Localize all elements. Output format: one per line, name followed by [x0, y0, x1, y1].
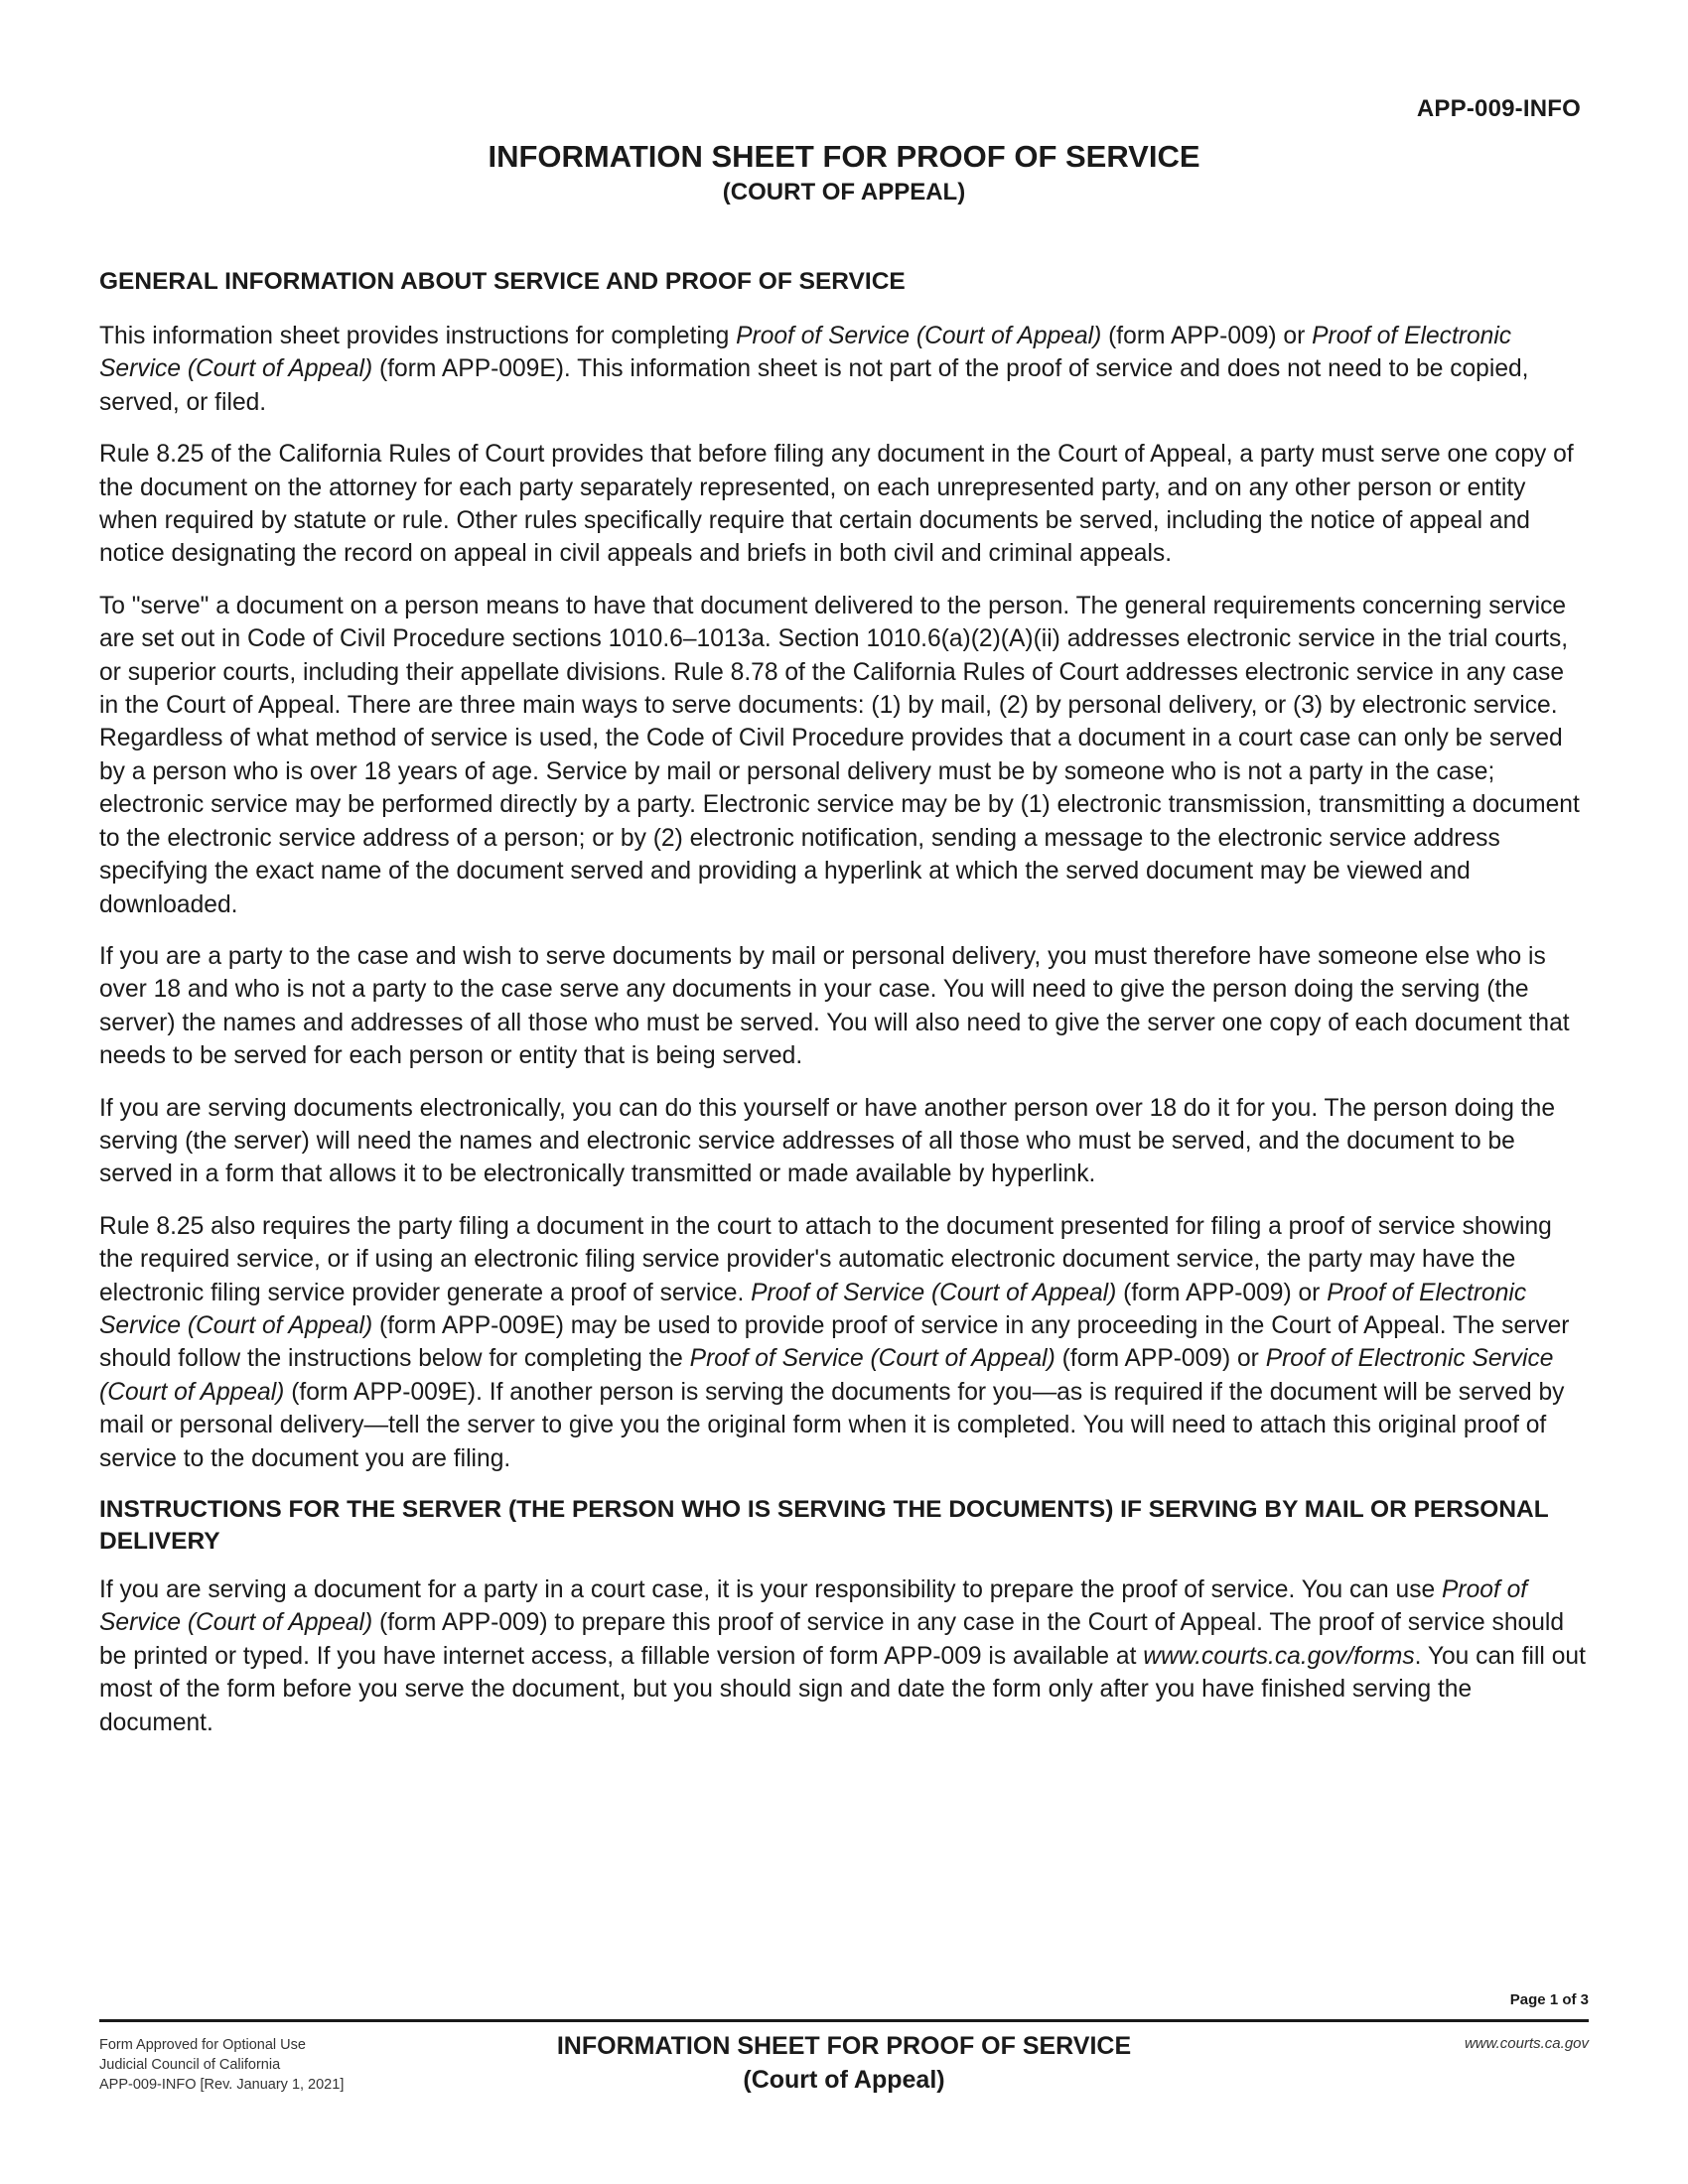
text-run: (form APP-009) or: [1116, 1279, 1328, 1306]
section-heading-general: GENERAL INFORMATION ABOUT SERVICE AND PROOF OF SERVICE: [99, 268, 906, 295]
footer-title-line1: INFORMATION SHEET FOR PROOF OF SERVICE: [556, 2032, 1132, 2060]
text-run: (form APP-009E) may be used to provide proof of service in any proceeding in the Court of Appeal. The server should follow the instructions below for completing the: [99, 1311, 1570, 1373]
footer-title-line2: (Court of Appeal): [743, 2066, 945, 2094]
page-number: Page 1 of 3: [1509, 1991, 1589, 2008]
text-run: (form APP-009) or: [1055, 1345, 1266, 1373]
forms-website-link[interactable]: www.courts.ca.gov/forms: [1143, 1642, 1415, 1670]
footer-revision-line: APP-009-INFO [Rev. January 1, 2021]: [99, 2077, 345, 2093]
form-title-reference: Proof of Electronic Service (Court of Appeal): [99, 323, 1512, 383]
form-title-reference: Proof of Electronic Service (Court of Appeal): [99, 1279, 1527, 1339]
form-title-reference: Proof of Electronic Service (Court of Appeal): [99, 1345, 1554, 1406]
form-id: APP-009-INFO: [1416, 95, 1581, 122]
form-title-reference: Proof of Service (Court of Appeal): [736, 323, 1102, 349]
text-run: (form APP-009E). This information sheet is not part of the proof of service and does not need to be copied, served, or filed.: [99, 355, 1529, 416]
paragraph-intro: [99, 320, 1589, 419]
paragraph-party-mail-delivery: If you are a party to the case and wish to serve documents by mail or personal delivery, you must therefore have someone else who is over 18 and who is not a party to the case serve any documents in your case. You will need to give the person doing the serving (the server) the names and addresses of all those who must be served. You will also need to give the server one copy of each document that needs to be served for each person or entity that is being served.: [99, 942, 1570, 1070]
paragraph-proof-attachment: [99, 1210, 1589, 1475]
paragraph-server-responsibility: [99, 1573, 1589, 1739]
form-title-reference: Proof of Service (Court of Appeal): [99, 1576, 1528, 1637]
text-run: (form APP-009) or: [1101, 323, 1313, 349]
footer-title: [0, 2029, 1688, 2097]
text-run: This information sheet provides instructions for completing: [99, 323, 737, 349]
paragraph-serve-definition: To "serve" a document on a person means to have that document delivered to the person. The general requirements concerning service are set out in Code of Civil Procedure sections 1010.6–1013a. Section 1010.6(a)(2)(A)(ii) addresses electronic service in the trial courts, or superior courts, including their appellate divisions. Rule 8.78 of the California Rules of Court addresses electronic service in any case in the Court of Appeal. There are three main ways to serve documents: (1) by mail, (2) by personal delivery, or (3) by electronic service. Regardless of what method of service is used, the Code of Civil Procedure provides that a document in a court case can only be served by a person who is over 18 years of age. Service by mail or personal delivery must be by someone who is not a party in the case; electronic service may be performed directly by a party. Electronic service may be by (1) electronic transmission, transmitting a document to the electronic service address of a person; or by (2) electronic notification, sending a message to the electronic service address specifying the exact name of the document served and providing a hyperlink at which the served document may be viewed and downloaded.: [99, 592, 1580, 918]
section-heading-server-instructions: INSTRUCTIONS FOR THE SERVER (THE PERSON WHO IS SERVING THE DOCUMENTS) IF SERVING BY MAIL OR PERSONAL DELIVERY: [99, 1496, 1549, 1555]
form-title-reference: Proof of Service (Court of Appeal): [751, 1279, 1117, 1306]
page-title: INFORMATION SHEET FOR PROOF OF SERVICE: [488, 139, 1200, 174]
paragraph-electronic-service: If you are serving documents electronically, you can do this yourself or have another person over 18 do it for you. The person doing the serving (the server) will need the names and electronic service addresses of all those who must be served, and the document to be served in a form that allows it to be electronically transmitted or made available by hyperlink.: [99, 1094, 1555, 1188]
page-subtitle: (COURT OF APPEAL): [722, 179, 966, 205]
title-block: [0, 139, 1688, 208]
text-run: . You can fill out most of the form before you serve the document, but you should sign and date the form only after you have finished serving the document.: [99, 1642, 1586, 1736]
paragraph-rule-8-25: Rule 8.25 of the California Rules of Court provides that before filing any document in the Court of Appeal, a party must serve one copy of the document on the attorney for each party separately represented, on each unrepresented party, and on any other person or entity when required by statute or rule. Other rules specifically require that certain documents be served, including the notice of appeal and notice designating the record on appeal in civil appeals and briefs in both civil and criminal appeals.: [99, 441, 1574, 568]
footer-divider: [99, 2019, 1589, 2022]
text-run: Rule 8.25 also requires the party filing a document in the court to attach to the document presented for filing a proof of service showing the required service, or if using an electronic filing service provider's automatic electronic document service, the party may have the electronic filing service provider generate a proof of service.: [99, 1212, 1552, 1306]
text-run: (form APP-009) to prepare this proof of service in any case in the Court of Appeal. The proof of service should be printed or typed. If you have internet access, a fillable version of form APP-009 is available at: [99, 1609, 1565, 1670]
footer-council-line: Judicial Council of California: [99, 2057, 281, 2073]
form-title-reference: Proof of Service (Court of Appeal): [689, 1345, 1055, 1373]
footer-approval-line: Form Approved for Optional Use: [99, 2037, 306, 2053]
footer-website-link[interactable]: www.courts.ca.gov: [1464, 2035, 1589, 2052]
document-body: [99, 266, 1589, 1758]
text-run: (form APP-009E). If another person is serving the documents for you—as is required if the document will be served by mail or personal delivery—tell the server to give you the original form when it is completed. You will need to attach this original proof of service to the document you are filing.: [99, 1378, 1565, 1472]
text-run: If you are serving a document for a party in a court case, it is your responsibility to prepare the proof of service. You can use: [99, 1576, 1443, 1603]
